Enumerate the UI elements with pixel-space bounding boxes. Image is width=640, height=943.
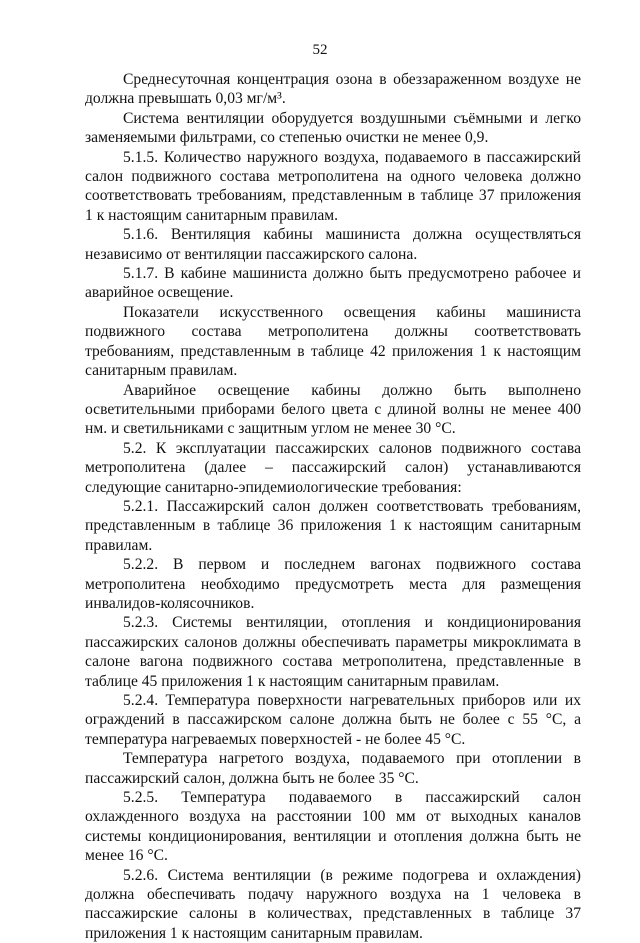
paragraph-5-2-2: 5.2.2. В первом и последнем вагонах подвижного состава метрополитена необходимо предусмотреть места для размещения инвалидов-колясочников. [85,556,581,612]
paragraph-5-1-7: 5.1.7. В кабине машиниста должно быть предусмотрено рабочее и аварийное освещение. [85,265,581,302]
paragraph-5-2-4: 5.2.4. Температура поверхности нагревательных приборов или их ограждений в пассажирском салоне должна быть не более с 55 °С, а температура нагреваемых поверхностей - не более 45 °С. [85,692,581,748]
paragraph-emergency-lighting: Аварийное освещение кабины должно быть выполнено осветительными приборами белого цвета с длиной волны не менее 400 нм. и светильниками с защитным углом не менее 30 °С. [85,381,581,438]
paragraph-filters: Система вентиляции оборудуется воздушными съёмными и легко заменяемыми фильтрами, со степенью очистки не менее 0,9. [85,109,581,147]
paragraph-5-1-6: 5.1.6. Вентиляция кабины машиниста должна осуществляться независимо от вентиляции пассажирского салона. [85,226,581,263]
page-number: 52 [312,42,328,58]
paragraph-5-2: 5.2. К эксплуатации пассажирских салонов подвижного состава метрополитена (далее – пассажирский салон) устанавливаются следующие санитарно-эпидемиологические требования: [85,439,581,496]
document-body [85,70,581,943]
paragraph-5-2-1: 5.2.1. Пассажирский салон должен соответствовать требованиям, представленным в таблице 36 приложения 1 к настоящим санитарным правилам. [85,497,581,554]
paragraph-ozone: Среднесуточная концентрация озона в обеззараженном воздухе не должна превышать 0,03 мг/м³. [85,71,581,108]
paragraph-heated-air: Температура нагретого воздуха, подаваемого при отоплении в пассажирский салон, должна быть не более 35 °С. [85,750,581,787]
paragraph-5-2-5: 5.2.5. Температура подаваемого в пассажирский салон охлажденного воздуха на расстоянии 100 мм от выходных каналов системы кондиционирования, вентиляции и отопления должна быть не менее 16 °С. [85,789,581,865]
paragraph-5-2-3: 5.2.3. Системы вентиляции, отопления и кондиционирования пассажирских салонов должны обеспечивать параметры микроклимата в салоне вагона подвижного состава метрополитена, представленные в таблице 45 приложения 1 к настоящим санитарным правилам. [85,614,581,690]
paragraph-cab-lighting: Показатели искусственного освещения кабины машиниста подвижного состава метрополитена должны соответствовать требованиям, представленным в таблице 42 приложения 1 к настоящим санитарным правилам. [85,303,581,380]
paragraph-5-2-6: 5.2.6. Система вентиляции (в режиме подогрева и охлаждения) должна обеспечивать подачу наружного воздуха на 1 человека в пассажирские салоны в количествах, представленных в таблице 37 приложения 1 к настоящим санитарным правилам. [85,866,581,942]
paragraph-5-1-5: 5.1.5. Количество наружного воздуха, подаваемого в пассажирский салон подвижного состава метрополитена на одного человека должно соответствовать требованиям, представленным в таблице 37 приложения 1 к настоящим санитарным правилам. [85,148,581,224]
